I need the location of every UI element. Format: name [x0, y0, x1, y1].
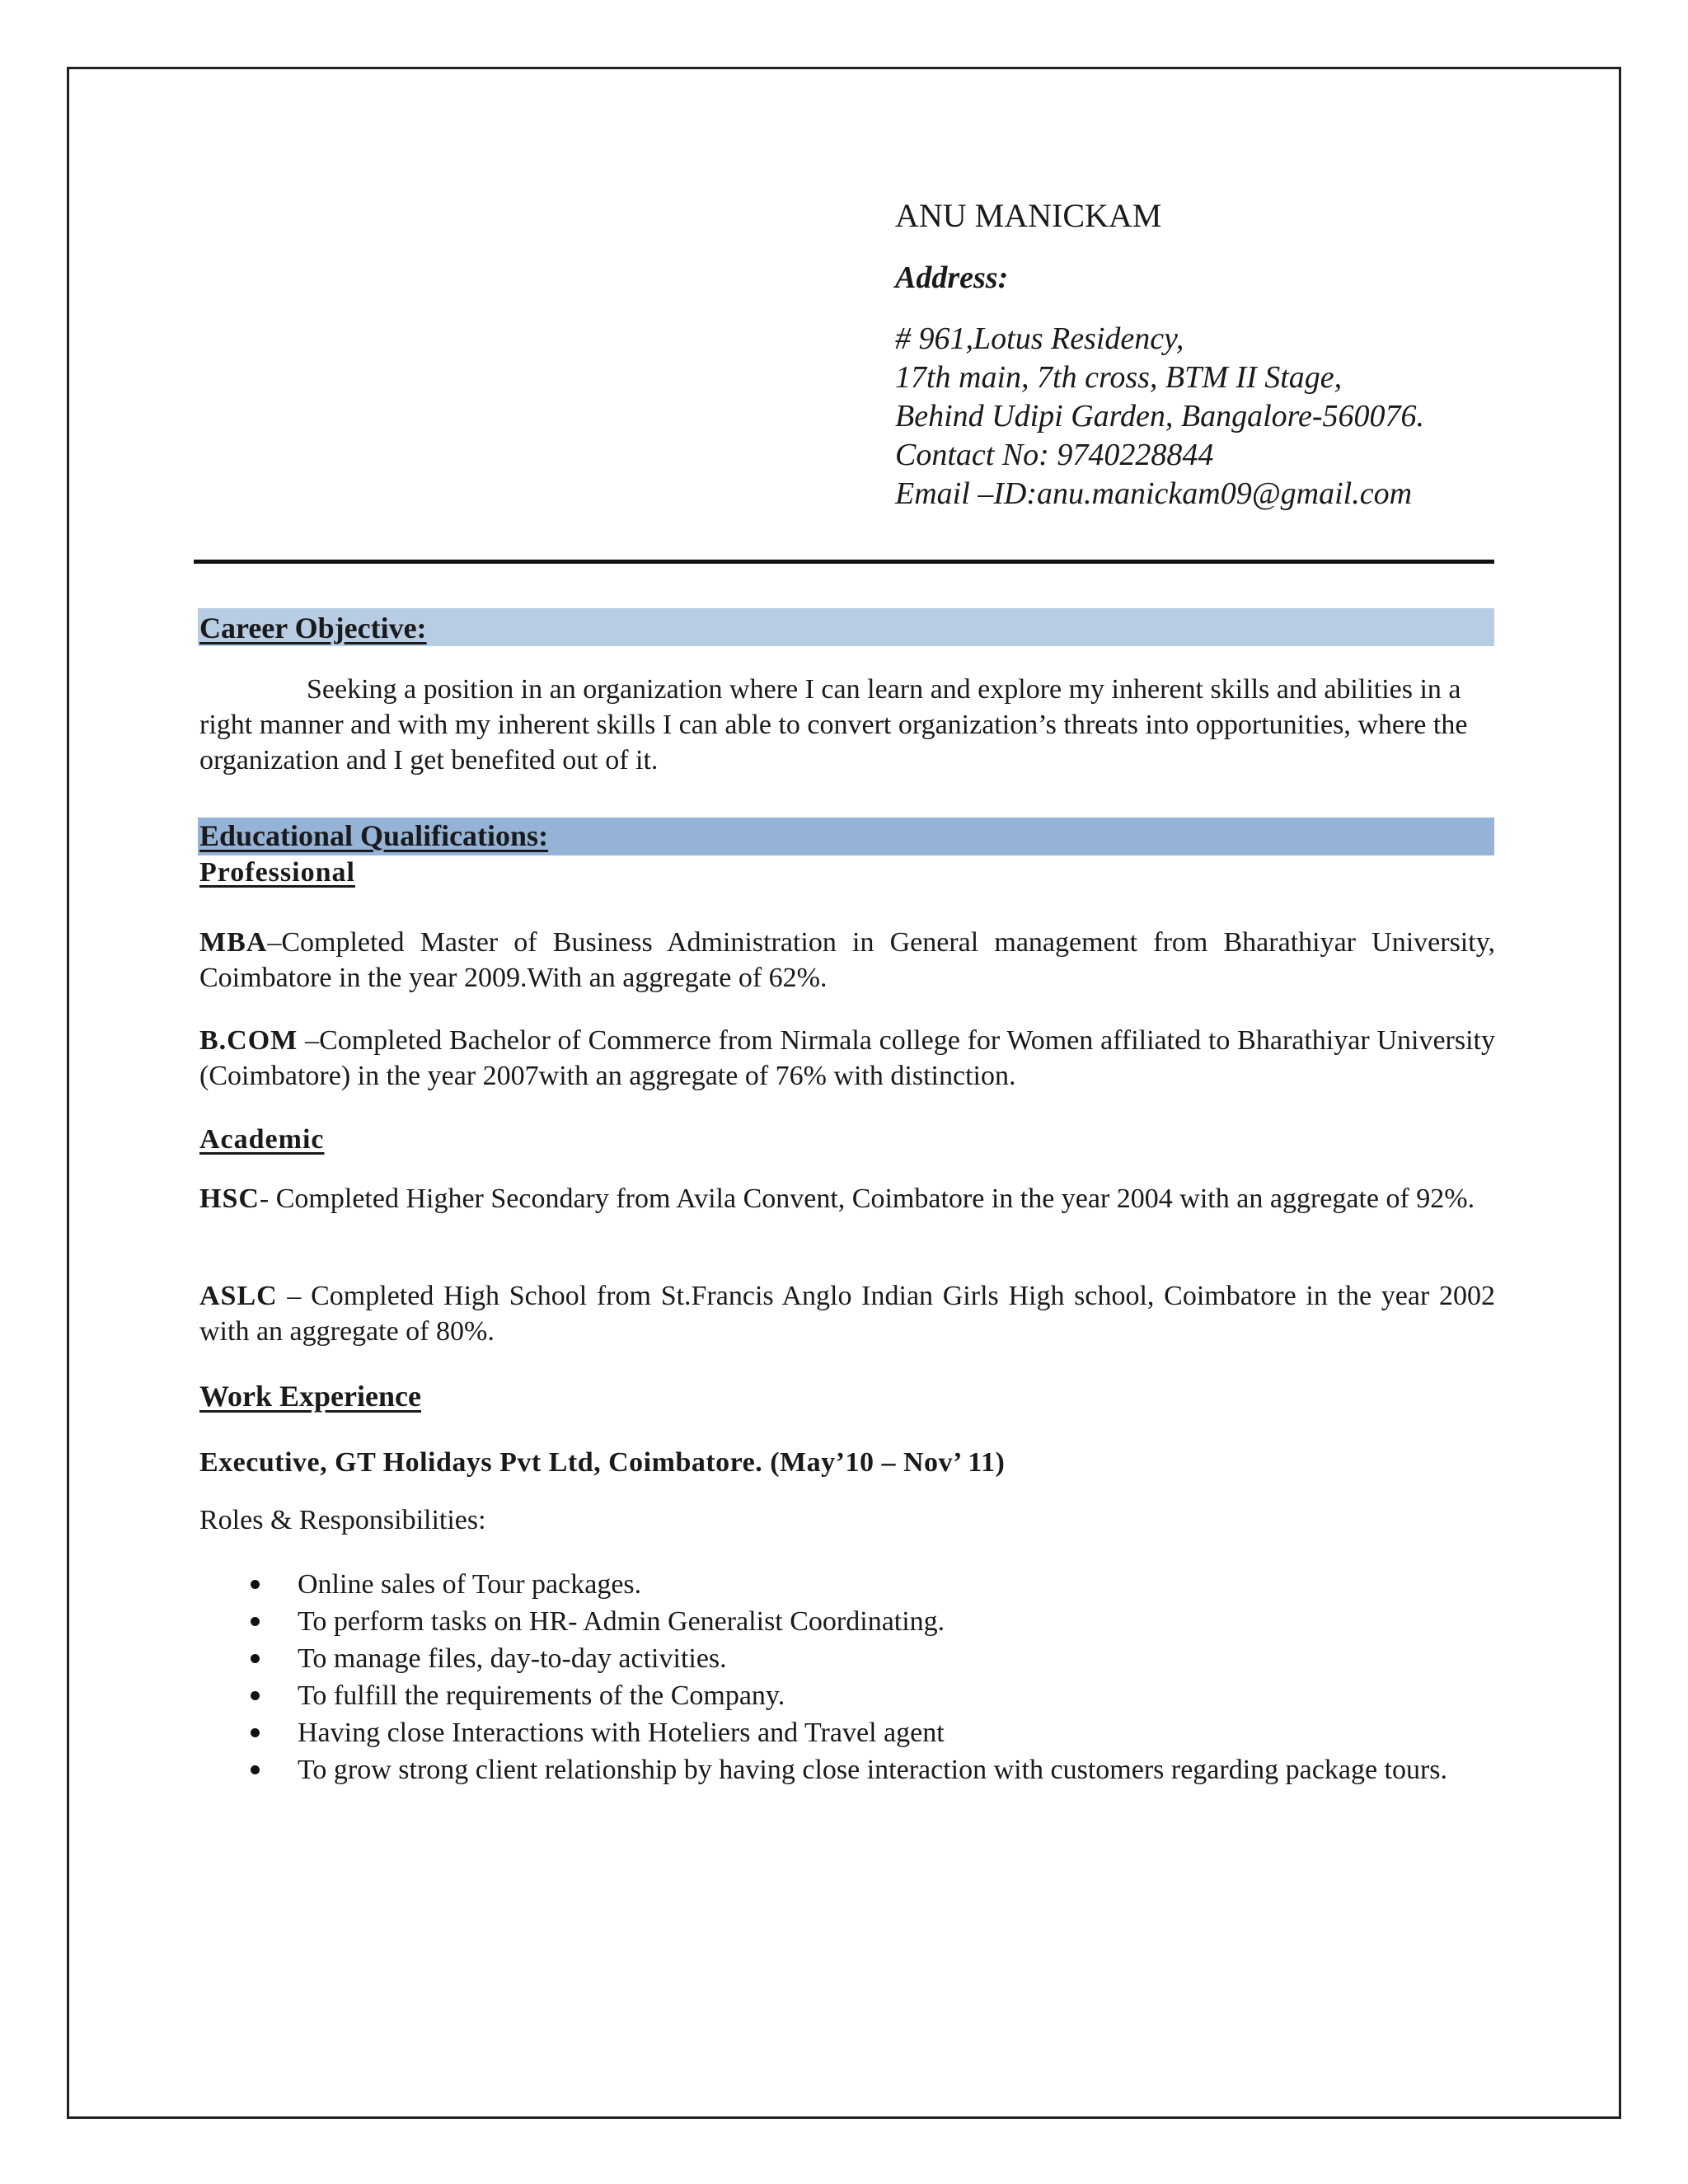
career-objective-title: Career Objective: — [199, 612, 427, 644]
roles-label: Roles & Responsibilities: — [199, 1505, 486, 1535]
bullet-icon — [251, 1728, 260, 1737]
bullet-icon — [251, 1654, 260, 1663]
qualification-text: – Completed High School from St.Francis Anglo Indian Girls High school, Coimbatore in the year 2002 with an aggregate of 80%. — [199, 1281, 1495, 1347]
degree-name: B.COM — [199, 1025, 298, 1056]
qualification-text: –Completed Master of Business Administration in General management from Bharathiyar University, Coimbatore in the year 2009.With an aggregate of 62%. — [199, 927, 1495, 993]
list-item: To grow strong client relationship by having close interaction with customers regarding package tours. — [199, 1751, 1495, 1788]
work-experience-heading: Work Experience — [199, 1380, 421, 1413]
qualification-hsc — [199, 1181, 1495, 1216]
qualification-text: –Completed Bachelor of Commerce from Nirmala college for Women affiliated to Bharathiyar University (Coimbatore) in the year 2007with an aggregate of 76% with distinction. — [199, 1025, 1495, 1091]
list-item: Online sales of Tour packages. — [199, 1566, 1495, 1603]
degree-name: MBA — [199, 927, 268, 958]
job-title: Executive, GT Holidays Pvt Ltd, Coimbatore. (May’10 – Nov’ 11) — [199, 1447, 1006, 1478]
contact-header — [895, 194, 1604, 513]
address-line: 17th main, 7th cross, BTM II Stage, — [895, 360, 1343, 395]
bullet-icon — [251, 1580, 260, 1589]
qualification-aslc — [199, 1278, 1495, 1349]
address-line: Behind Udipi Garden, Bangalore-560076. — [895, 399, 1425, 434]
candidate-name: ANU MANICKAM — [895, 197, 1162, 234]
responsibilities-list — [199, 1566, 1495, 1788]
bullet-icon — [251, 1765, 260, 1774]
qualification-mba — [199, 925, 1495, 996]
contact-number: Contact No: 9740228844 — [895, 438, 1214, 472]
header-divider — [194, 560, 1494, 564]
career-objective-text: Seeking a position in an organization where I can learn and explore my inherent skills and abilities in a right manner and with my inherent skills I can able to convert organization’s threats into opportunities, where the organization and I get benefited out of it. — [199, 674, 1468, 776]
list-item: Having close Interactions with Hoteliers and Travel agent — [199, 1714, 1495, 1751]
qualification-text: - Completed Higher Secondary from Avila Convent, Coimbatore in the year 2004 with an aggregate of 92%. — [259, 1183, 1475, 1214]
bullet-icon — [251, 1691, 260, 1700]
list-item: To fulfill the requirements of the Company. — [199, 1677, 1495, 1714]
education-title: Educational Qualifications: — [199, 819, 549, 852]
address-label: Address: — [895, 260, 1009, 295]
degree-name: HSC — [199, 1183, 260, 1214]
email: Email –ID:anu.manickam09@gmail.com — [895, 476, 1413, 511]
address-line: # 961,Lotus Residency, — [895, 321, 1184, 356]
list-item: To manage files, day-to-day activities. — [199, 1640, 1495, 1677]
qualification-bcom — [199, 1023, 1495, 1094]
list-item: To perform tasks on HR- Admin Generalist Coordinating. — [199, 1603, 1495, 1640]
professional-heading: Professional — [199, 857, 355, 888]
academic-heading: Academic — [199, 1124, 325, 1155]
degree-name: ASLC — [199, 1281, 278, 1311]
bullet-icon — [251, 1617, 260, 1626]
